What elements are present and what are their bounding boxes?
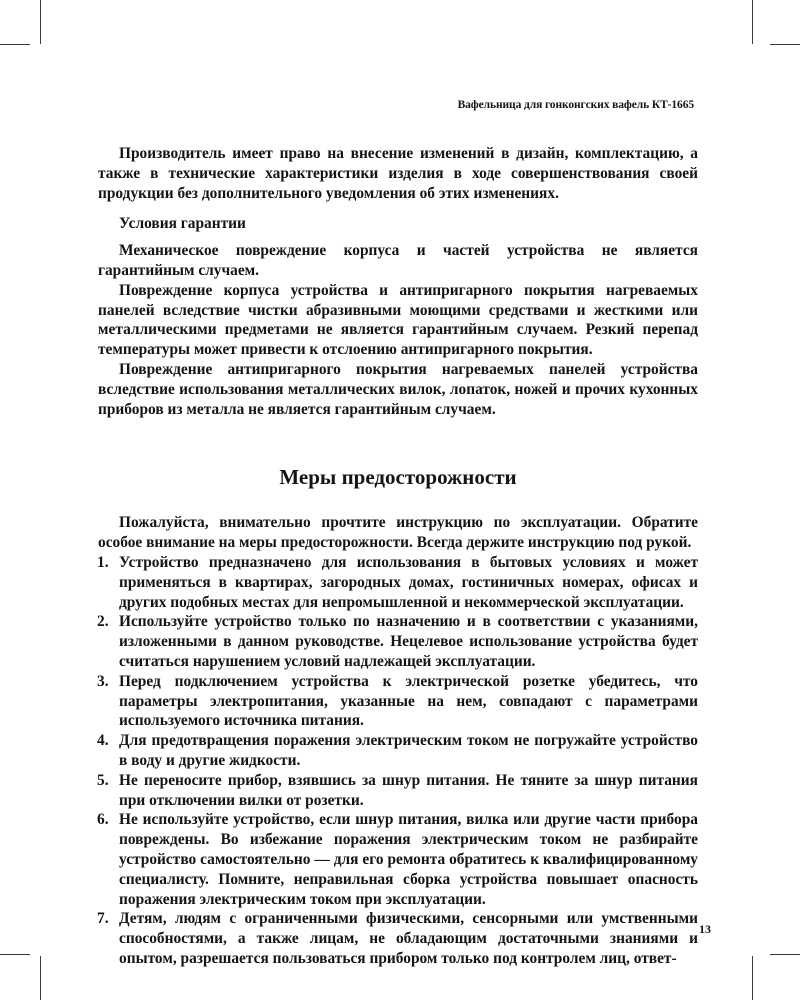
list-item: [98, 672, 698, 731]
crop-mark-right-lower: [770, 954, 800, 955]
list-item-number: 2.: [97, 613, 109, 631]
list-item: [98, 612, 698, 671]
list-item-number: 1.: [97, 553, 109, 571]
list-item-text: Устройство предназначено для использования в бытовых условиях и может применяться в квартирах, загородных домах, гостиничных номерах, офисах и других подобных местах для непромышленной и некоммерческой эксплуатации.: [119, 553, 698, 611]
list-item-text: Не переносите прибор, взявшись за шнур питания. Не тяните за шнур питания при отключении вилки от розетки.: [119, 771, 698, 809]
warranty-paragraph: Повреждение корпуса устройства и антипригарного покрытия нагреваемых панелей вследствие чистки абразивными моющими средствами и жесткими или металлическими предметами не является гарантийным случаем. Резкий перепад температуры может привести к отслоению антипригарного покрытия.: [98, 281, 698, 359]
crop-mark-left-lower: [0, 954, 30, 955]
list-item: [98, 909, 698, 968]
page-number: 13: [699, 922, 711, 936]
list-item-text: Детям, людям с ограниченными физическими, сенсорными или умственными способностями, а также лицам, не обладающим достаточными знаниями и опытом, разрешается пользоваться прибором только под контролем лиц, ответ-: [119, 910, 698, 967]
running-header: Вафельница для гонконгских вафель КТ-1665: [457, 99, 694, 111]
warranty-paragraph: Повреждение антипригарного покрытия нагреваемых панелей устройства вследствие использования металлических вилок, лопаток, ножей и прочих кухонных приборов из металла не является гарантийным случаем.: [98, 360, 698, 418]
list-item: [98, 810, 698, 909]
precautions-title: Меры предосторожности: [279, 465, 517, 490]
crop-mark-bottom-left: [40, 956, 41, 1000]
warranty-heading: Условия гарантии: [119, 215, 246, 233]
crop-mark-left-upper: [0, 44, 30, 45]
list-item: [98, 771, 698, 811]
list-item-number: 7.: [97, 910, 109, 928]
list-item: [98, 553, 698, 612]
list-item-text: Используйте устройство только по назначению и в соответствии с указаниями, изложенными в данном руководстве. Нецелевое использование устройства будет считаться нарушением условий надлежащей эксплуатации.: [119, 613, 698, 670]
page-content: [98, 144, 698, 969]
precautions-list: [98, 553, 698, 969]
intro-paragraph: Производитель имеет право на внесение изменений в дизайн, комплектацию, а также в технические характеристики изделия в ходе совершенствования своей продукции без дополнительного уведомления об этих изменениях.: [98, 145, 698, 202]
precautions-intro: Пожалуйста, внимательно прочтите инструкцию по эксплуатации. Обратите особое внимание на меры предосторожности. Всегда держите инструкцию под рукой.: [98, 514, 698, 552]
warranty-paragraph: Механическое повреждение корпуса и частей устройства не является гарантийным случаем.: [98, 242, 698, 279]
list-item-number: 6.: [97, 811, 109, 829]
list-item-number: 4.: [97, 732, 109, 750]
crop-mark-bottom-right: [752, 956, 753, 1000]
list-item-number: 5.: [97, 771, 109, 789]
crop-mark-right-upper: [770, 44, 800, 45]
list-item-text: Для предотвращения поражения электрическим током не погружайте устройство в воду и другие жидкости.: [119, 732, 698, 769]
list-item-number: 3.: [97, 672, 109, 690]
list-item-text: Перед подключением устройства к электрической розетке убедитесь, что параметры электропитания, указанные на нем, совпадают с параметрами используемого источника питания.: [119, 672, 698, 730]
list-item: [98, 731, 698, 771]
list-item-text: Не используйте устройство, если шнур питания, вилка или другие части прибора повреждены. Во избежание поражения электрическим током не разбирайте устройство самостоятельно — для его ремонта обратитесь к квалифицированному специалисту. Помните, неправильная сборка устройства повышает опасность поражения электрическим током при эксплуатации.: [119, 811, 698, 908]
crop-mark-top-right: [752, 0, 753, 44]
crop-mark-top-left: [40, 0, 41, 44]
